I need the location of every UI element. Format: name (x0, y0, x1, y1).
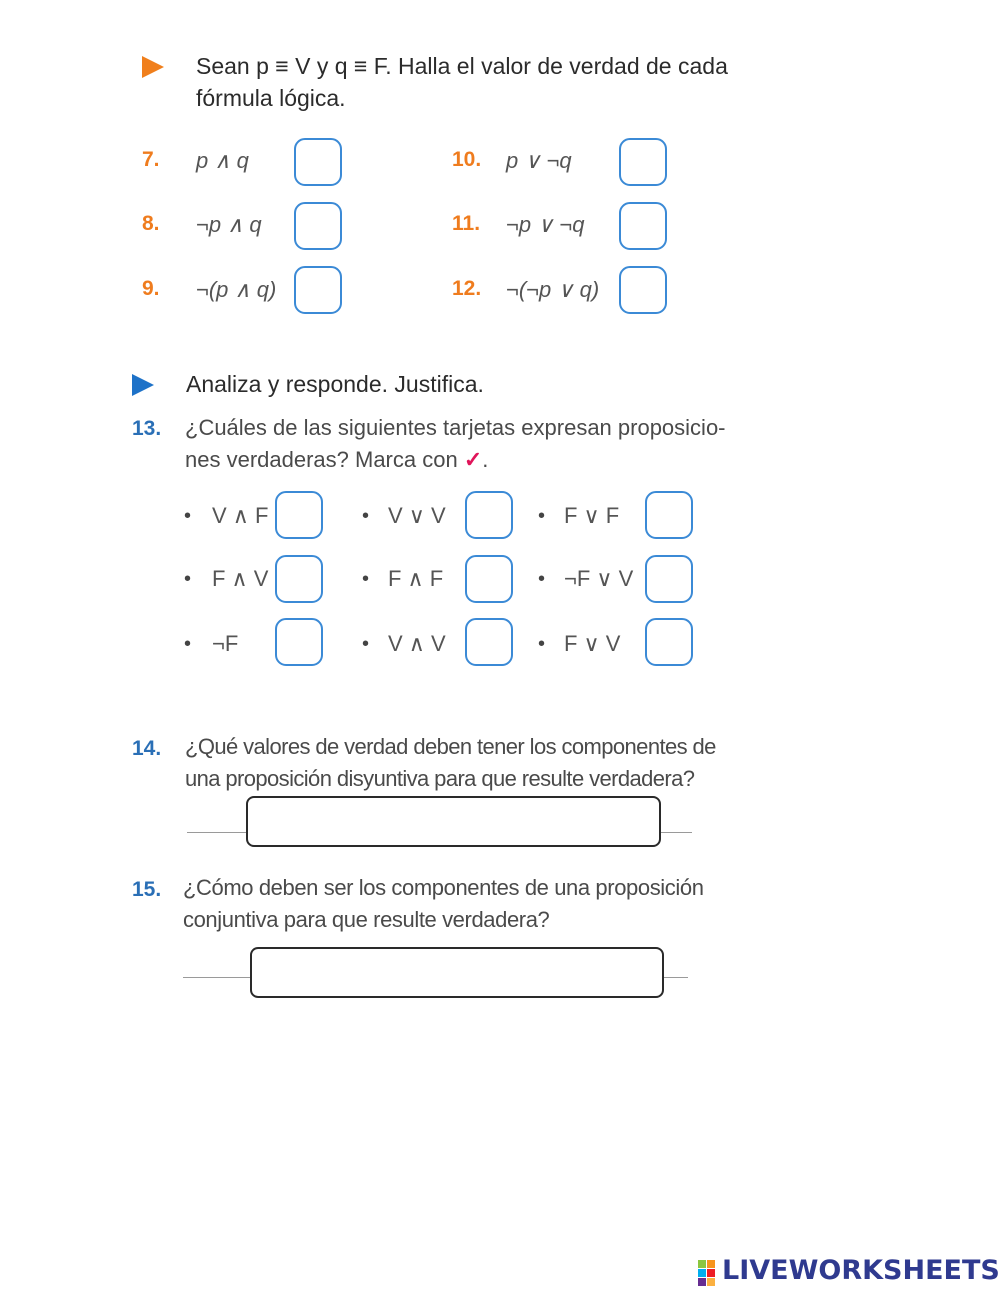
bullet: • (184, 633, 192, 655)
question-15-text (183, 872, 704, 936)
answer-field-15[interactable] (250, 947, 664, 998)
bullet: • (362, 568, 370, 590)
answer-box-11[interactable] (619, 202, 667, 250)
card-checkbox[interactable] (275, 491, 323, 539)
answer-box-10[interactable] (619, 138, 667, 186)
card-text: V ∧ V (388, 631, 446, 656)
bullet: • (538, 568, 546, 590)
card-text: V ∨ V (388, 503, 446, 528)
question-line (185, 444, 726, 476)
question-number: 14. (132, 737, 162, 760)
question-14-text (185, 731, 716, 795)
instruction-line1: Sean p ≡ V y q ≡ F. Halla el valor de verdad de cada (196, 53, 728, 79)
item-number: 8. (142, 212, 160, 235)
answer-box-8[interactable] (294, 202, 342, 250)
question-line: ¿Cuáles de las siguientes tarjetas expresan proposicio- (185, 415, 726, 440)
bullet: • (184, 505, 192, 527)
section1-arrow-icon (142, 56, 164, 78)
bullet: • (538, 505, 546, 527)
item-formula: ¬(p ∧ q) (196, 277, 277, 302)
card-checkbox[interactable] (275, 555, 323, 603)
answer-box-12[interactable] (619, 266, 667, 314)
section2-arrow-icon (132, 374, 154, 396)
item-formula: ¬p ∧ q (196, 212, 262, 237)
item-formula: ¬p ∨ ¬q (506, 212, 585, 237)
question-number: 13. (132, 417, 162, 440)
liveworksheets-logo-icon (698, 1260, 724, 1286)
item-number: 12. (452, 277, 482, 300)
footer-logo-text: LIVEWORKSHEETS (722, 1255, 1000, 1286)
question-number: 15. (132, 878, 162, 901)
question-line: ¿Cómo deben ser los componentes de una proposición (183, 875, 704, 900)
answer-box-9[interactable] (294, 266, 342, 314)
card-checkbox[interactable] (465, 555, 513, 603)
item-number: 10. (452, 148, 482, 171)
question-13-text (185, 412, 726, 476)
item-formula: ¬(¬p ∨ q) (506, 277, 600, 302)
bullet: • (538, 633, 546, 655)
card-text: F ∧ V (212, 566, 269, 591)
item-formula: p ∧ q (196, 148, 249, 173)
answer-field-14[interactable] (246, 796, 661, 847)
item-number: 11. (452, 212, 481, 235)
card-text: F ∨ F (564, 503, 620, 528)
card-text: ¬F ∨ V (564, 566, 634, 591)
card-checkbox[interactable] (275, 618, 323, 666)
card-text: F ∨ V (564, 631, 621, 656)
card-checkbox[interactable] (465, 618, 513, 666)
bullet: • (362, 505, 370, 527)
question-line: conjuntiva para que resulte verdadera? (183, 907, 550, 932)
section2-instruction: Analiza y responde. Justifica. (186, 371, 484, 397)
section1-instruction (196, 50, 728, 114)
bullet: • (184, 568, 192, 590)
question-line-text: nes verdaderas? Marca con (185, 447, 458, 472)
card-checkbox[interactable] (645, 555, 693, 603)
card-checkbox[interactable] (465, 491, 513, 539)
question-line: una proposición disyuntiva para que resulte verdadera? (185, 766, 695, 791)
card-text: ¬F (212, 631, 239, 656)
period: . (482, 447, 489, 472)
card-text: V ∧ F (212, 503, 269, 528)
card-checkbox[interactable] (645, 491, 693, 539)
item-formula: p ∨ ¬q (506, 148, 572, 173)
item-number: 7. (142, 148, 160, 171)
card-text: F ∧ F (388, 566, 444, 591)
question-line: ¿Qué valores de verdad deben tener los componentes de (185, 734, 716, 759)
check-mark-icon: ✓ (463, 447, 483, 472)
answer-box-7[interactable] (294, 138, 342, 186)
bullet: • (362, 633, 370, 655)
item-number: 9. (142, 277, 160, 300)
card-checkbox[interactable] (645, 618, 693, 666)
instruction-line2: fórmula lógica. (196, 85, 346, 111)
